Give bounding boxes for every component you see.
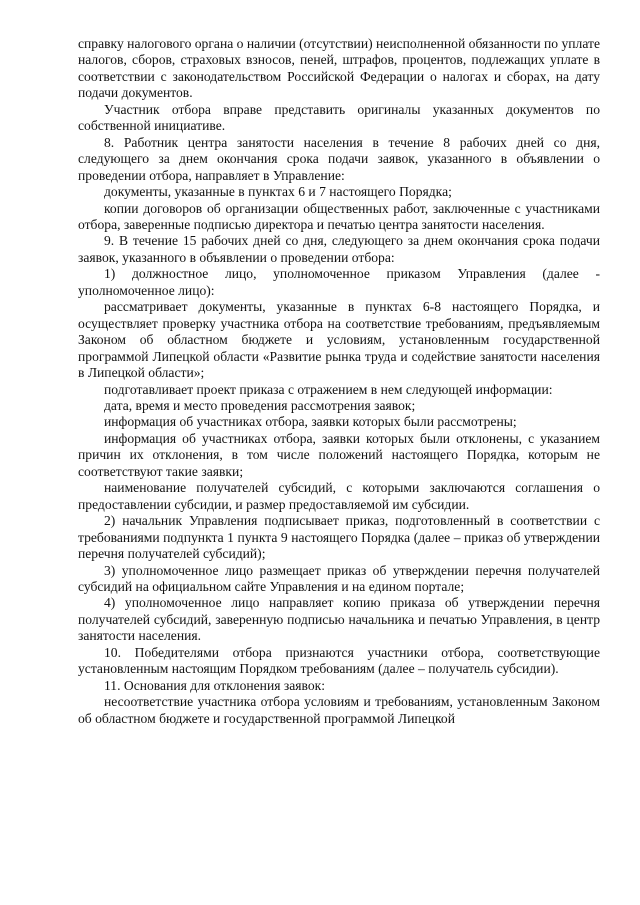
paragraph-item-9-1-draft: подготавливает проект приказа с отражением в нем следующей информации:: [104, 381, 553, 397]
paragraph-item-9-4: 4) уполномоченное лицо направляет копию приказа об утверждении перечня получателей субсидий, заверенную подписью начальника и печатью Управления, в центр занятости населения.: [78, 595, 600, 644]
paragraph-item-8-contracts: копии договоров об организации общественных работ, заключенные с участниками отбора, заверенные подписью директора и печатью центра занятости населения.: [78, 200, 600, 232]
paragraph-item-9-1-reviewed: информация об участниках отбора, заявки которых были рассмотрены;: [104, 414, 517, 430]
paragraph-item-9-1-date: дата, время и место проведения рассмотрения заявок;: [104, 397, 416, 413]
paragraph-item-9-3: 3) уполномоченное лицо размещает приказ об утверждении перечня получателей субсидий на официальном сайте Управления и на едином портале;: [78, 562, 600, 594]
paragraph-item-9-2: 2) начальник Управления подписывает приказ, подготовленный в соответствии с требованиями подпункта 1 пункта 9 настоящего Порядка (далее – приказ об утверждении перечня получателей субсидий);: [78, 513, 600, 562]
document-page: [78, 36, 600, 727]
paragraph-item-9: 9. В течение 15 рабочих дней со дня, следующего за днем окончания срока подачи заявок, указанного в объявлении о проведении отбора:: [78, 233, 600, 265]
paragraph-item-11: 11. Основания для отклонения заявок:: [104, 677, 326, 693]
paragraph-item-9-1: 1) должностное лицо, уполномоченное приказом Управления (далее - уполномоченное лицо):: [78, 266, 600, 298]
paragraph-item-9-1-review: рассматривает документы, указанные в пунктах 6-8 настоящего Порядка, и осуществляет проверку участника отбора на соответствие требованиям, предъявляемым Законом об областном бюджете и условиям, установленным государственной программой Липецкой области «Развитие рынка труда и содействие занятости населения в Липецкой области»;: [78, 299, 600, 381]
paragraph-item-10: 10. Победителями отбора признаются участники отбора, соответствующие установленным настоящим Порядком требованиям (далее – получатель субсидии).: [78, 644, 600, 677]
paragraph-item-9-1-rejected: информация об участниках отбора, заявки которых были отклонены, с указанием причин их отклонения, в том числе положений настоящего Порядка, которым не соответствуют такие заявки;: [78, 430, 600, 479]
paragraph-item-8-documents: документы, указанные в пунктах 6 и 7 настоящего Порядка;: [104, 184, 452, 200]
paragraph-item-9-1-recipients: наименование получателей субсидий, с которыми заключаются соглашения о предоставлении субсидии, и размер предоставляемой им субсидии.: [78, 480, 600, 512]
paragraph-item-11-mismatch: несоответствие участника отбора условиям и требованиям, установленным Законом об областном бюджете и государственной программой Липецкой: [78, 694, 600, 726]
paragraph-item-8: 8. Работник центра занятости населения в течение 8 рабочих дней со дня, следующего за днем окончания срока подачи заявок, указанного в объявлении о проведении отбора, направляет в Управление:: [78, 134, 600, 183]
paragraph-tax-certificate: справку налогового органа о наличии (отсутствии) неисполненной обязанности по уплате налогов, сборов, страховых взносов, пеней, штрафов, процентов, подлежащих уплате в соответствии с законодательством Российской Федерации о налогах и сборах, на дату подачи документов.: [78, 36, 600, 101]
paragraph-originals: Участник отбора вправе представить оригиналы указанных документов по собственной инициативе.: [78, 101, 600, 134]
